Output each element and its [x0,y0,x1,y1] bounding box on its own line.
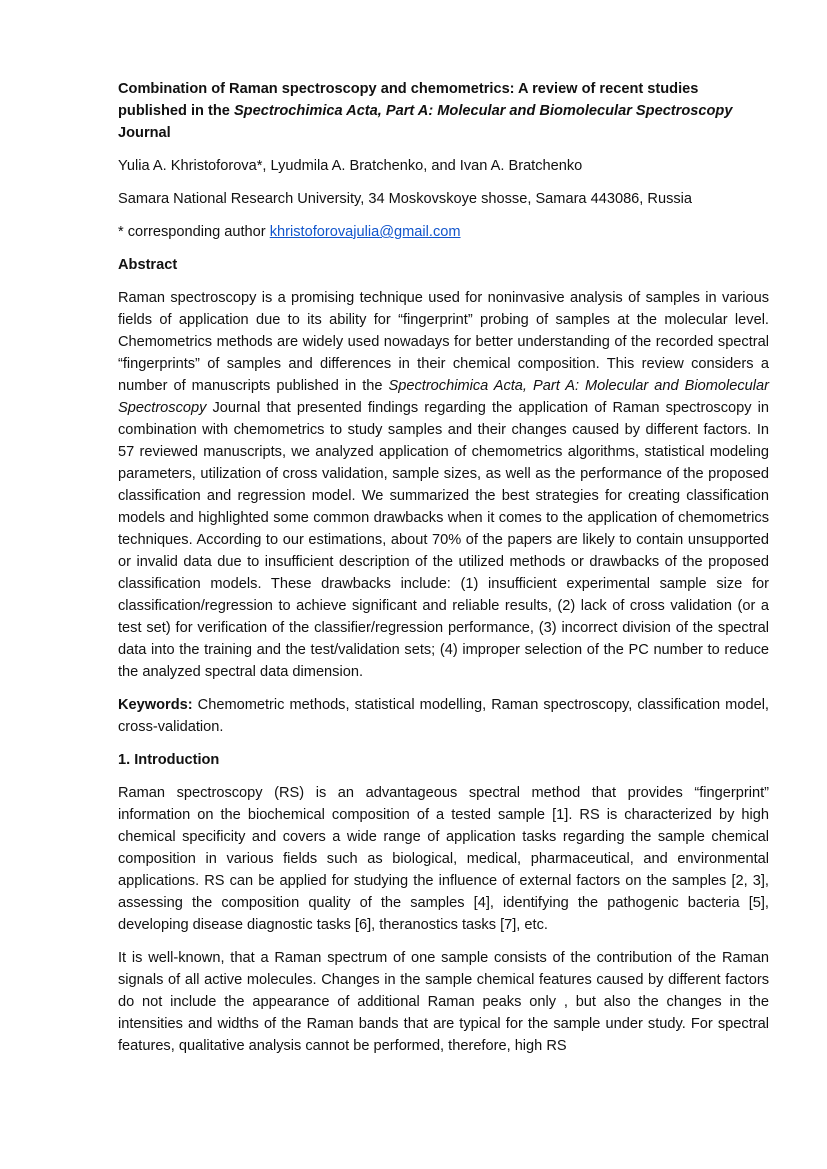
keywords [118,694,769,738]
keywords-label: Keywords: [118,697,193,713]
affiliation: Samara National Research University, 34 Moskovskoye shosse, Samara 443086, Russia [118,191,693,207]
abstract-part-2: Journal that presented findings regarding the application of Raman spectroscopy in combination with chemometrics to study samples and their changes caused by different factors. In 57 reviewed manuscripts, we analyzed application of chemometrics algorithms, statistical modeling parameters, utilization of cross validation, sample sizes, as well as the performance of the proposed classification and regression model. We summarized the best strategies for creating classification models and highlighted some common drawbacks when it comes to the application of chemometrics techniques. According to our estimations, about 70% of the papers are likely to contain unsupported or invalid data due to insufficient description of the utilized methods or drawbacks of the proposed classification models. These drawbacks include: (1) insufficient experimental sample size for classification/regression to achieve significant and reliable results, (2) lack of cross validation (or a test set) for verification of the classifier/regression performance, (3) incorrect division of the spectral data into the training and the test/validation sets; (4) improper selection of the PC number to reduce the analyzed spectral data dimension. [118,400,769,680]
author-list: Yulia A. Khristoforova*, Lyudmila A. Bratchenko, and Ivan A. Bratchenko [118,158,583,174]
keywords-text: Chemometric methods, statistical modelling, Raman spectroscopy, classification model, cross-validation. [118,697,769,735]
abstract-body [118,287,769,683]
corresponding-author-label: * corresponding author [118,224,270,240]
introduction-paragraph-1: Raman spectroscopy (RS) is an advantageous spectral method that provides “fingerprint” information on the biochemical composition of a tested sample [1]. RS is characterized by high chemical specificity and covers a wide range of application tasks regarding the sample chemical composition in various fields such as biological, medical, pharmaceutical, and environmental applications. RS can be applied for studying the influence of external factors on the samples [2, 3], assessing the composition quality of the samples [4], identifying the pathogenic bacteria [5], developing disease diagnostic tasks [6], theranostics tasks [7], etc. [118,785,769,933]
corresponding-author [118,221,769,243]
title-part-1: Combination of Raman spectroscopy and chemometrics: A review of recent studies published in the [118,81,699,119]
paper-page [118,78,769,1068]
abstract-journal-name: Spectrochimica Acta, Part A: Molecular and Biomolecular Spectroscopy [118,378,769,416]
corresponding-email-link[interactable]: khristoforovajulia@gmail.com [269,224,461,240]
title-part-2: Journal [118,125,171,141]
title-journal-name: Spectrochimica Acta, Part A: Molecular and Biomolecular Spectroscopy [233,103,733,119]
introduction-heading: 1. Introduction [118,752,220,768]
paper-title [118,78,769,144]
abstract-part-1: Raman spectroscopy is a promising technique used for noninvasive analysis of samples in various fields of application due to its ability for “fingerprint” probing of samples at the molecular level. Chemometrics methods are widely used nowadays for better understanding of the recorded spectral “fingerprints” of samples and differences in their chemical composition. This review considers a number of manuscripts published in the [118,290,769,394]
abstract-heading: Abstract [118,257,178,273]
introduction-paragraph-2: It is well-known, that a Raman spectrum of one sample consists of the contribution of the Raman signals of all active molecules. Changes in the sample chemical features caused by different factors do not include the appearance of additional Raman peaks only , but also the changes in the intensities and widths of the Raman bands that are typical for the sample under study. For spectral features, qualitative analysis cannot be performed, therefore, high RS [118,950,769,1054]
